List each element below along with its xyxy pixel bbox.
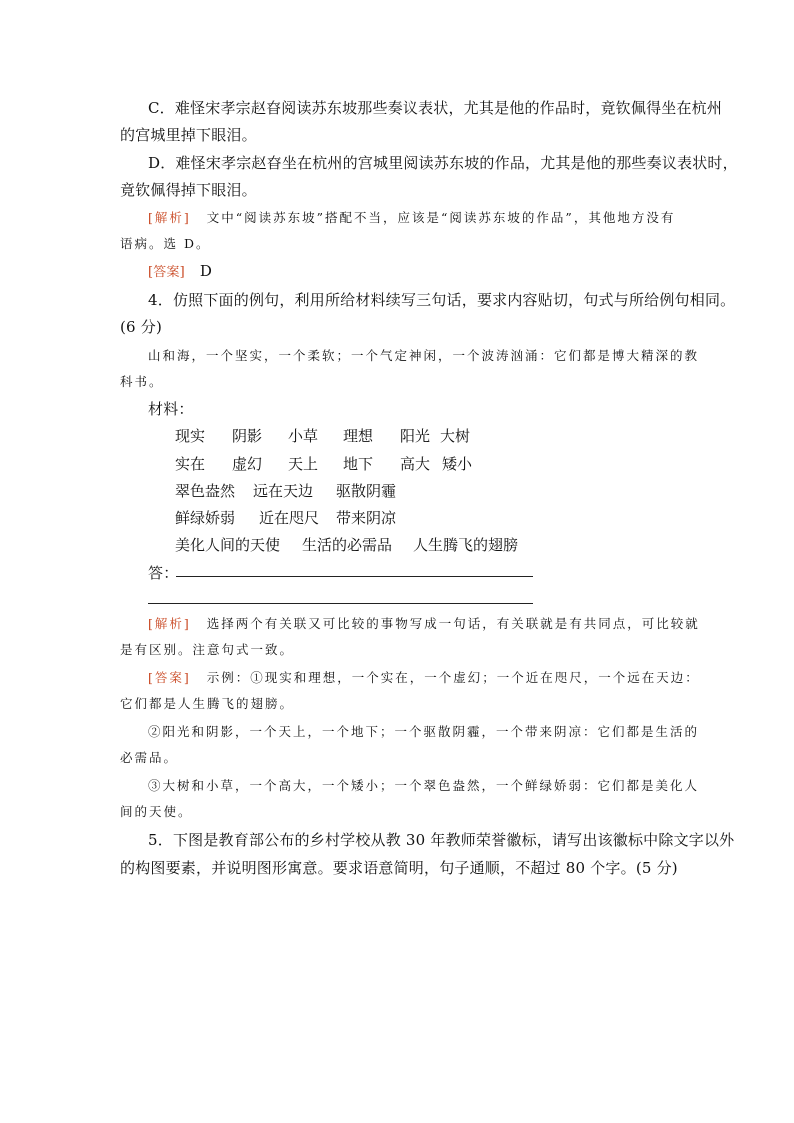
- q3-analysis-line-2: 语病。选 D。: [120, 236, 211, 251]
- q4-example-line-2: 科书。: [120, 374, 164, 389]
- q5-stem-line-2: 的构图要素，并说明图形寓意。要求语意简明，句子通顺，不超过 80 个字。(5 分): [120, 859, 678, 877]
- material-phrase: 生活的必需品: [302, 536, 393, 554]
- analysis-tag: [解析]: [148, 616, 191, 631]
- q4-stem-line-2: (6 分): [120, 318, 163, 336]
- q4-answer-line-4: 必需品。: [120, 750, 179, 765]
- answer-tag: [答案]: [148, 670, 191, 685]
- q4-example-line-1: 山和海，一个坚实，一个柔软；一个气定神闲，一个波涛汹涌：它们都是博大精深的教: [148, 348, 700, 363]
- q3-analysis-line-1: [148, 208, 675, 226]
- analysis-text: 文中“阅读苏东坡”搭配不当，应该是“阅读苏东坡的作品”，其他地方没有: [206, 210, 676, 225]
- material-phrase: 鲜绿娇弱: [175, 509, 236, 527]
- q4-answer-line-2: 它们都是人生腾飞的翅膀。: [120, 696, 295, 711]
- answer-text: 示例：①现实和理想，一个实在，一个虚幻；一个近在咫尺，一个远在天边：: [206, 670, 700, 685]
- option-d-line-1: D．难怪宋孝宗赵昚坐在杭州的宫城里阅读苏东坡的作品，尤其是他的那些奏议表状时，: [148, 154, 738, 172]
- answer-label: 答：: [148, 564, 179, 582]
- option-d-line-2: 竟钦佩得掉下眼泪。: [120, 181, 257, 199]
- analysis-tag: [解析]: [148, 210, 191, 225]
- q5-stem-line-1: 5．下图是教育部公布的乡村学校从教 30 年教师荣誉徽标，请写出该徽标中除文字以外: [148, 831, 735, 849]
- material-word: 地下: [343, 455, 374, 473]
- q3-answer: [148, 261, 212, 280]
- material-word: 阳光: [400, 427, 431, 445]
- analysis-text: 选择两个有关联又可比较的事物写成一句话，有关联就是有共同点，可比较就: [206, 616, 700, 631]
- answer-value: D: [199, 262, 213, 280]
- material-word: 理想: [343, 427, 374, 445]
- material-word: 天上: [288, 455, 319, 473]
- option-c-line-2: 的宫城里掉下眼泪。: [120, 126, 257, 144]
- material-word: 实在: [175, 455, 206, 473]
- material-phrase: 带来阴凉: [336, 509, 397, 527]
- material-word: 高大: [400, 455, 431, 473]
- material-phrase: 近在咫尺: [259, 509, 320, 527]
- material-phrase: 驱散阴霾: [336, 482, 397, 500]
- material-word: 大树: [440, 427, 471, 445]
- option-c-line-1: C．难怪宋孝宗赵昚阅读苏东坡那些奏议表状，尤其是他的作品时，竟钦佩得坐在杭州: [148, 99, 723, 117]
- material-word: 阴影: [232, 427, 263, 445]
- material-word: 矮小: [442, 455, 473, 473]
- material-word: 虚幻: [232, 455, 263, 473]
- material-phrase: 人生腾飞的翅膀: [413, 536, 519, 554]
- q4-answer-line-6: 间的天使。: [120, 804, 193, 819]
- material-label: 材料：: [148, 400, 194, 418]
- q4-answer-line-1: [148, 668, 700, 686]
- q4-analysis-line-2: 是有区别。注意句式一致。: [120, 642, 295, 657]
- q4-answer-line-5: ③大树和小草，一个高大，一个矮小；一个翠色盎然，一个鲜绿娇弱：它们都是美化人: [148, 778, 700, 793]
- material-phrase: 翠色盎然: [175, 482, 236, 500]
- material-phrase: 美化人间的天使: [175, 536, 281, 554]
- material-word: 小草: [288, 427, 319, 445]
- material-phrase: 远在天边: [253, 482, 314, 500]
- q4-answer-line-3: ②阳光和阴影，一个天上，一个地下；一个驱散阴霾，一个带来阴凉：它们都是生活的: [148, 724, 700, 739]
- material-word: 现实: [175, 427, 206, 445]
- answer-tag: [答案]: [148, 265, 185, 280]
- answer-blank-line: [148, 603, 533, 604]
- answer-blank-line: [176, 576, 533, 577]
- q4-stem-line-1: 4．仿照下面的例句，利用所给材料续写三句话，要求内容贴切，句式与所给例句相同。: [148, 291, 736, 309]
- q4-analysis-line-1: [148, 614, 700, 632]
